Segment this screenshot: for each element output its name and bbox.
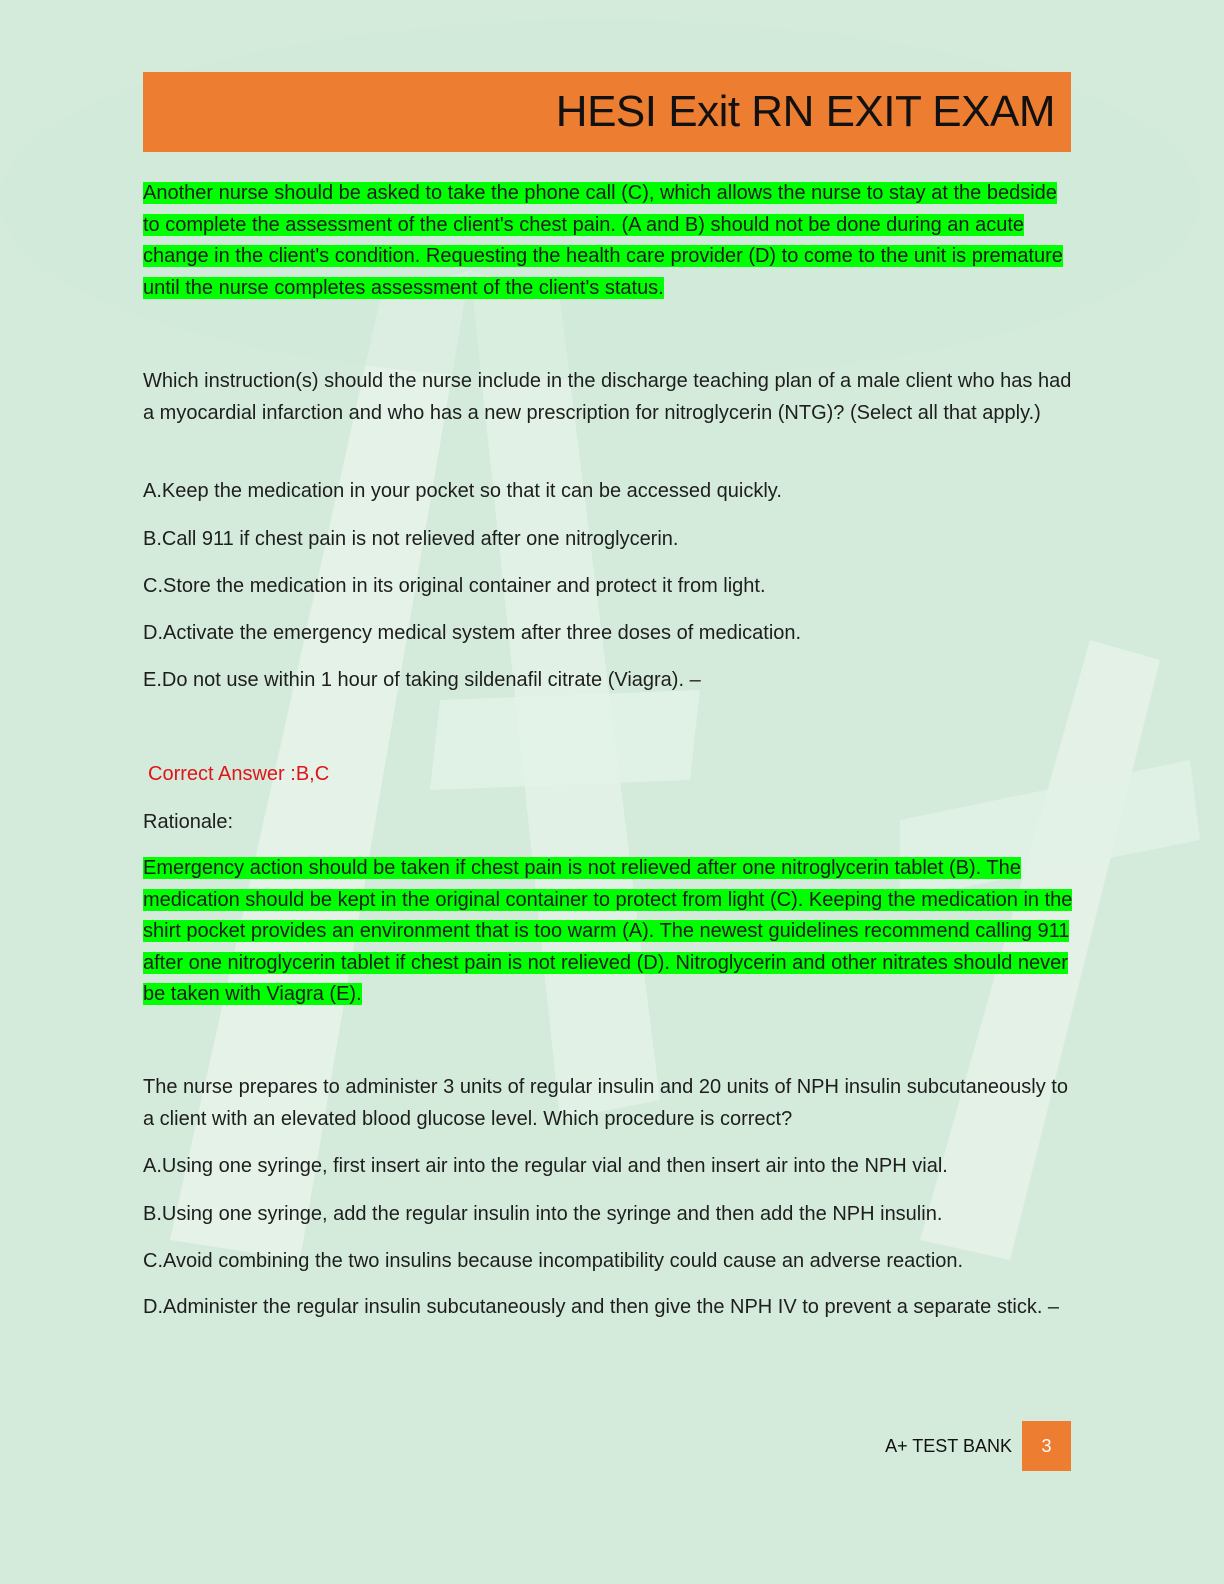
rationale-block-1	[143, 178, 1073, 304]
option-a: A.Keep the medication in your pocket so that it can be accessed quickly.	[143, 480, 782, 502]
header-banner	[143, 72, 1071, 152]
rationale-text: Emergency action should be taken if chest pain is not relieved after one nitroglycerin tablet (B). The medication should be kept in the original container to protect from light (C). Keeping the medication in the shirt pocket provides an environment that is too warm (A). The newest guidelines recommend calling 911 after one nitroglycerin tablet if chest pain is not relieved (D). Nitroglycerin and other nitrates should never be taken with Viagra (E).	[143, 857, 1073, 1005]
option-a: A.Using one syringe, first insert air into the regular vial and then insert air into the NPH vial.	[143, 1155, 948, 1177]
option-b: B.Call 911 if chest pain is not relieved after one nitroglycerin.	[143, 528, 679, 550]
option-d: D.Activate the emergency medical system after three doses of medication.	[143, 622, 802, 644]
question-stem: The nurse prepares to administer 3 units of regular insulin and 20 units of NPH insulin subcutaneously to a client with an elevated blood glucose level. Which procedure is correct?	[143, 1076, 1068, 1130]
question-stem: Which instruction(s) should the nurse include in the discharge teaching plan of a male client who has had a myocardial infarction and who has a new prescription for nitroglycerin (NTG)? (Select all that apply.)	[143, 370, 1072, 424]
rationale-text: Another nurse should be asked to take the phone call (C), which allows the nurse to stay at the bedside to complete the assessment of the client's chest pain. (A and B) should not be done during an acute change in the client's condition. Requesting the health care provider (D) to come to the unit is premature until the nurse completes assessment of the client's status.	[143, 182, 1063, 299]
page-number: 3	[1022, 1421, 1071, 1471]
option-e: E.Do not use within 1 hour of taking sildenafil citrate (Viagra). –	[143, 669, 701, 691]
correct-answer: Correct Answer :B,C	[148, 763, 330, 785]
rationale-block-2	[143, 853, 1073, 1011]
page-title: HESI Exit RN EXIT EXAM	[555, 87, 1055, 136]
rationale-label: Rationale:	[143, 811, 234, 833]
option-c: C.Store the medication in its original container and protect it from light.	[143, 575, 766, 597]
option-b: B.Using one syringe, add the regular insulin into the syringe and then add the NPH insulin.	[143, 1203, 943, 1225]
option-c: C.Avoid combining the two insulins because incompatibility could cause an adverse reaction.	[143, 1250, 964, 1272]
footer-label: A+ TEST BANK	[885, 1436, 1012, 1456]
option-d: D.Administer the regular insulin subcutaneously and then give the NPH IV to prevent a separate stick. –	[143, 1296, 1060, 1318]
